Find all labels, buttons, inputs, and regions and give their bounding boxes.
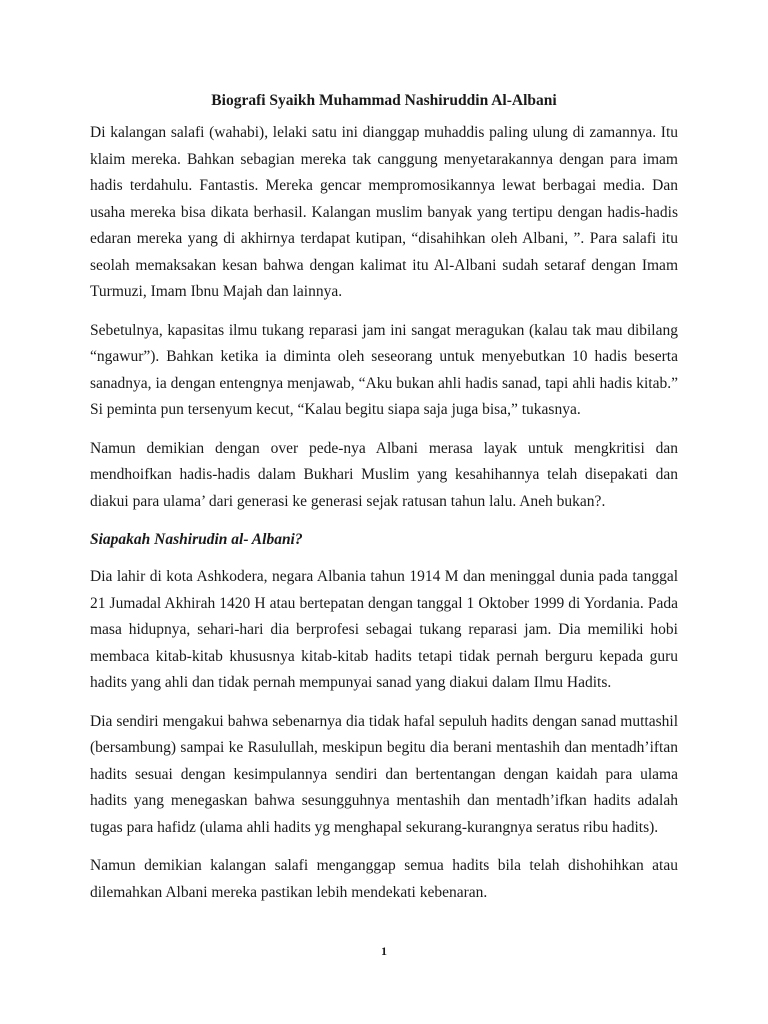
paragraph-bio-1: Dia lahir di kota Ashkodera, negara Albania tahun 1914 M dan meninggal dunia pada tanggal 21 Jumadal Akhirah 1420 H atau bertepatan dengan tanggal 1 Oktober 1999 di Yordania. Pada masa hidupnya, sehari-hari dia berprofesi sebagai tukang reparasi jam. Dia memiliki hobi membaca kitab-kitab khususnya kitab-kitab hadits tetapi tidak pernah berguru kepada guru hadits yang ahli dan tidak pernah mempunyai sanad yang diakui dalam Ilmu Hadits. [90,568,678,691]
paragraph-bio-3: Namun demikian kalangan salafi menganggap semua hadits bila telah dishohihkan atau dilemahkan Albani mereka pastikan lebih mendekati kebenaran. [90,857,678,901]
document-title: Biografi Syaikh Muhammad Nashiruddin Al-Albani [211,92,557,109]
paragraph-intro-1: Di kalangan salafi (wahabi), lelaki satu ini dianggap muhaddis paling ulung di zamannya. Itu klaim mereka. Bahkan sebagian mereka tak canggung menyetarakannya dengan para imam hadis terdahulu. Fantastis. Mereka gencar mempromosikannya lewat berbagai media. Dan usaha mereka bisa dikata berhasil. Kalangan muslim banyak yang tertipu dengan hadis-hadis edaran mereka yang di akhirnya terdapat kutipan, “disahihkan oleh Albani, ”. Para salafi itu seolah memaksakan kesan bahwa dengan kalimat itu Al-Albani sudah setaraf dengan Imam Turmuzi, Imam Ibnu Majah dan lainnya. [90,124,678,300]
section-heading: Siapakah Nashirudin al- Albani? [90,531,303,548]
document-page [90,88,678,918]
page-number: 1 [381,944,387,958]
paragraph-intro-3: Namun demikian dengan over pede-nya Albani merasa layak untuk mengkritisi dan mendhoifkan hadis-hadis dalam Bukhari Muslim yang kesahihannya telah disepakati dan diakui para ulama’ dari generasi ke generasi sejak ratusan tahun lalu. Aneh bukan?. [90,439,678,510]
paragraph-intro-2: Sebetulnya, kapasitas ilmu tukang reparasi jam ini sangat meragukan (kalau tak mau dibilang “ngawur”). Bahkan ketika ia diminta oleh seseorang untuk menyebutkan 10 hadis beserta sanadnya, ia dengan entengnya menjawab, “Aku bukan ahli hadis sanad, tapi ahli hadis kitab.” Si peminta pun tersenyum kecut, “Kalau begitu siapa saja juga bisa,” tukasnya. [90,321,678,418]
paragraph-bio-2: Dia sendiri mengakui bahwa sebenarnya dia tidak hafal sepuluh hadits dengan sanad muttashil (bersambung) sampai ke Rasulullah, meskipun begitu dia berani mentashih dan mentadh’iftan hadits sesuai dengan kesimpulannya sendiri dan bertentangan dengan kaidah para ulama hadits yang menegaskan bahwa sesungguhnya mentashih dan mentadh’ifkan hadits adalah tugas para hafidz (ulama ahli hadits yg menghapal sekurang-kurangnya seratus ribu hadits). [90,712,678,836]
